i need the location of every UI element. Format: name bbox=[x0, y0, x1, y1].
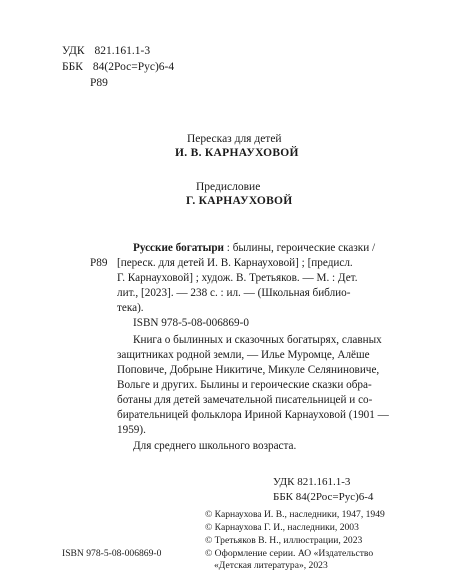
description-isbn: ISBN 978-5-08-006869-0 bbox=[133, 317, 249, 329]
udk-label: УДК bbox=[62, 45, 85, 57]
copyright-line: «Детская литература», 2023 bbox=[214, 560, 328, 571]
foreword-label: Предисловие bbox=[196, 181, 261, 193]
book-title: Русские богатыри bbox=[133, 242, 224, 254]
copyright-line: © Карнаухова И. В., наследники, 1947, 1949 bbox=[205, 509, 385, 520]
annotation-line: ботаны для детей замечательной писательницей и со- bbox=[117, 394, 373, 406]
retelling-name: И. В. КАРНАУХОВОЙ bbox=[175, 147, 299, 159]
annotation-line: защитниках родной земли, — Илье Муромце, Алёше bbox=[117, 349, 370, 361]
udk-repeat: УДК 821.161.1-3 bbox=[273, 476, 351, 488]
description-line-5: тека). bbox=[117, 302, 144, 314]
description-line-1 bbox=[133, 241, 375, 256]
bbk-label: ББК bbox=[62, 61, 83, 73]
description-line-3: Г. Карнауховой] ; худож. В. Третьяков. — М. : Дет. bbox=[117, 272, 358, 284]
description-author-mark: Р89 bbox=[90, 257, 108, 269]
isbn-bottom: ISBN 978-5-08-006869-0 bbox=[62, 548, 162, 559]
bbk-repeat: ББК 84(2Рос=Рус)6-4 bbox=[273, 491, 374, 503]
udk-line bbox=[62, 44, 150, 59]
annotation-line: 1959). bbox=[117, 424, 146, 436]
description-line-1-rest: : былины, героические сказки / bbox=[226, 242, 376, 254]
copyright-line: © Оформление серии. АО «Издательство bbox=[205, 548, 374, 559]
annotation-line: бирательницей фольклора Ириной Карнауховой (1901 — bbox=[117, 409, 389, 421]
bbk-value: 84(2Рос=Рус)6-4 bbox=[92, 61, 175, 73]
foreword-name: Г. КАРНАУХОВОЙ bbox=[186, 195, 293, 207]
author-mark: Р89 bbox=[90, 77, 108, 89]
copyright-line: © Третьяков В. Н., иллюстрации, 2023 bbox=[205, 535, 363, 546]
copyright-line: © Карнаухова Г. И., наследники, 2003 bbox=[205, 522, 359, 533]
bbk-line bbox=[62, 60, 174, 75]
description-line-2: [переск. для детей И. В. Карнауховой] ; [предисл. bbox=[117, 257, 353, 269]
udk-value: 821.161.1-3 bbox=[94, 45, 151, 57]
annotation-line: Книга о былинных и сказочных богатырях, славных bbox=[133, 334, 382, 346]
annotation-line: Вольге и других. Былины и героические сказки обра- bbox=[117, 379, 372, 391]
retelling-label: Пересказ для детей bbox=[187, 133, 282, 145]
annotation-line: Поповиче, Добрыне Никитиче, Микуле Селяниновиче, bbox=[117, 364, 380, 376]
description-line-4: лит., [2023]. — 238 с. : ил. — (Школьная библио- bbox=[117, 287, 351, 299]
age-rating: Для среднего школьного возраста. bbox=[133, 440, 297, 452]
